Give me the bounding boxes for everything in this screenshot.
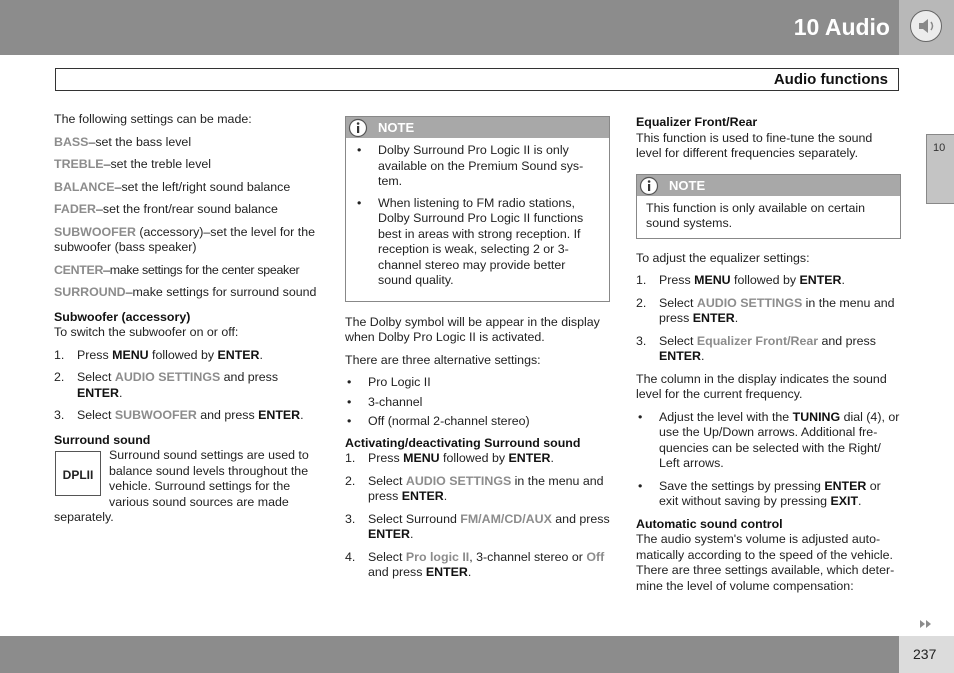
column-indicator-text: The column in the display indicates the sound level for the current frequency. bbox=[636, 371, 887, 401]
speaker-icon bbox=[910, 10, 942, 42]
alternatives-list bbox=[345, 375, 610, 430]
note-title: NOTE bbox=[669, 177, 706, 193]
list-item: 1. Press MENU followed by ENTER. bbox=[54, 347, 263, 362]
list-item: 3. Select Surround FM/AM/CD/AUX and press ENTER. bbox=[345, 511, 610, 541]
subwoofer-steps bbox=[54, 348, 320, 424]
list-item: • Off (normal 2-channel stereo) bbox=[347, 414, 530, 428]
list-item: 1. Press MENU followed by ENTER. bbox=[345, 451, 554, 465]
surround-section bbox=[54, 448, 320, 526]
note-header bbox=[637, 175, 900, 196]
subwoofer-heading: Subwoofer (accessory) bbox=[54, 309, 191, 324]
column-2 bbox=[345, 114, 610, 588]
activate-heading: Activating/deactivating Surround sound bbox=[345, 435, 581, 450]
list-item: 4. Select Pro logic II, 3-channel stereo or Off and press ENTER. bbox=[345, 549, 605, 579]
double-chevron-right-icon[interactable] bbox=[918, 617, 934, 631]
list-item: • When listening to FM radio stations, Dolby Surround Pro Logic II functions best in areas with strong reception. If reception is weak, selecting 2 or 3-channel stereo may provide better sound quality. bbox=[357, 195, 584, 287]
settings-intro: The following settings can be made: bbox=[54, 112, 252, 126]
auto-sound-heading: Automatic sound control bbox=[636, 516, 783, 531]
setting-surround: SURROUND–make settings for surround sound bbox=[54, 285, 317, 299]
list-item: • Adjust the level with the TUNING dial (4), or use the Up/Down arrows. Additional fre-quencies can be selected with the Right/ Left arrows. bbox=[638, 409, 900, 470]
note-body: This function is only available on certain sound systems. bbox=[646, 200, 866, 230]
equalizer-steps bbox=[636, 273, 901, 365]
chapter-tab-number: 10 bbox=[933, 142, 946, 154]
auto-sound-text: The audio system's volume is adjusted auto-matically according to the speed of the vehicle. There are three settings available, which deter-mine the level of volume compensation: bbox=[636, 532, 895, 593]
setting-fader: FADER–set the front/rear sound balance bbox=[54, 202, 278, 216]
setting-balance: BALANCE–set the left/right sound balance bbox=[54, 179, 291, 194]
adjust-bullets bbox=[636, 410, 901, 510]
list-item: • Save the settings by pressing ENTER or exit without saving by pressing EXIT. bbox=[638, 478, 881, 508]
dolby-plii-logo bbox=[55, 451, 101, 496]
activate-steps bbox=[345, 451, 610, 581]
setting-center: CENTER–make settings for the center speaker bbox=[54, 262, 300, 277]
setting-subwoofer: SUBWOOFER (accessory)–set the level for the subwoofer (bass speaker) bbox=[54, 224, 315, 254]
svg-text:DPLII: DPLII bbox=[62, 468, 94, 482]
section-title: Audio functions bbox=[773, 71, 888, 88]
list-item: • 3-channel bbox=[347, 394, 423, 409]
alternatives-intro: There are three alternative settings: bbox=[345, 352, 541, 367]
note-box bbox=[345, 116, 610, 302]
page-number: 237 bbox=[913, 646, 937, 662]
note-body bbox=[346, 138, 609, 301]
setting-treble: TREBLE–set the treble level bbox=[54, 157, 212, 171]
note-box bbox=[636, 174, 901, 239]
surround-heading: Surround sound bbox=[54, 432, 151, 447]
setting-bass: BASS–set the bass level bbox=[54, 134, 192, 149]
column-1 bbox=[54, 112, 320, 526]
surround-text: Surround sound settings are used to balance sound levels throughout the vehicle. Surround settings for the various sound sources are made separately. bbox=[54, 448, 309, 524]
chapter-title: 10 Audio bbox=[793, 14, 890, 40]
info-icon bbox=[348, 118, 368, 138]
equalizer-heading: Equalizer Front/Rear bbox=[636, 115, 758, 129]
list-item: 2. Select AUDIO SETTINGS in the menu and press ENTER. bbox=[345, 473, 604, 503]
adjust-intro: To adjust the equalizer settings: bbox=[636, 250, 810, 265]
list-item: • Dolby Surround Pro Logic II is only available on the Premium Sound sys-tem. bbox=[357, 143, 584, 188]
note-title: NOTE bbox=[378, 120, 415, 135]
note-header bbox=[346, 117, 609, 138]
dolby-text: The Dolby symbol will be appear in the display when Dolby Pro Logic II is activated. bbox=[345, 314, 600, 344]
list-item: 2. Select AUDIO SETTINGS in the menu and press ENTER. bbox=[636, 295, 895, 325]
subwoofer-intro: To switch the subwoofer on or off: bbox=[54, 325, 239, 339]
chapter-tab[interactable] bbox=[926, 134, 954, 204]
list-item: 1. Press MENU followed by ENTER. bbox=[636, 273, 845, 287]
list-item: • Pro Logic II bbox=[347, 375, 431, 389]
section-header bbox=[55, 68, 899, 91]
footer-bar bbox=[0, 636, 954, 673]
column-3 bbox=[636, 115, 901, 601]
list-item: 3. Select SUBWOOFER and press ENTER. bbox=[54, 408, 304, 422]
equalizer-text: This function is used to fine-tune the sound level for different frequencies separately. bbox=[636, 130, 873, 160]
list-item: 3. Select Equalizer Front/Rear and press ENTER. bbox=[636, 333, 876, 363]
info-icon bbox=[639, 176, 659, 196]
list-item: 2. Select AUDIO SETTINGS and press ENTER. bbox=[54, 370, 279, 400]
